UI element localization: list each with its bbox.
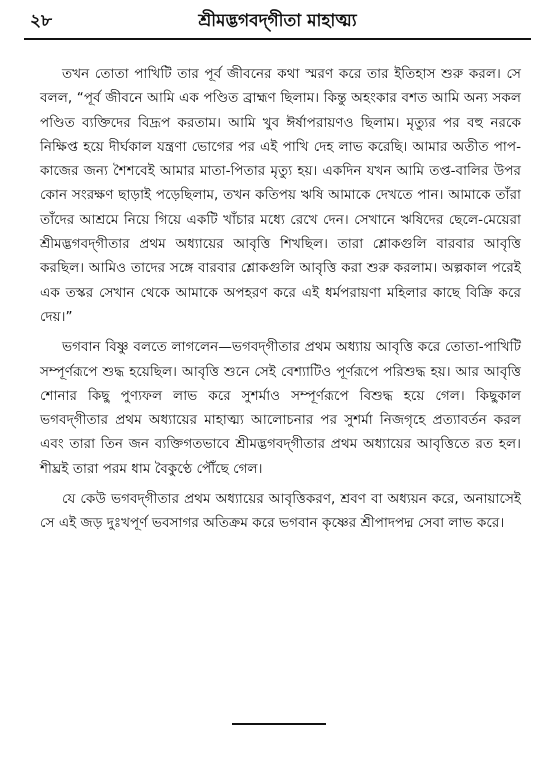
page-number: ২৮ [30, 11, 53, 31]
page-header [30, 8, 525, 34]
body-text [40, 62, 521, 536]
paragraph-parrot-story: তখন তোতা পাখিটি তার পূর্ব জীবনের কথা স্মরণ করে তার ইতিহাস শুরু করল। সে বলল, “পূর্ব জীবনে আমি এক পণ্ডিত ব্রাহ্মণ ছিলাম। কিন্তু অহংকার বশত আমি অন্য সকল পণ্ডিত ব্যক্তিদের বিদ্রূপ করতাম। আমি খুব ঈর্ষাপরায়ণও ছিলাম। মৃত্যুর পর বহু নরকে নিক্ষিপ্ত হয়ে দীর্ঘকাল যন্ত্রণা ভোগের পর এই পাখি দেহ লাভ করেছি। আমার অতীত পাপ-কাজের জন্য শৈশবেই আমার মাতা-পিতার মৃত্যু হয়। একদিন যখন আমি তপ্ত-বালির উপর কোন সংরক্ষণ ছাড়াই পড়েছিলাম, তখন কতিপয় ঋষি আমাকে দেখতে পান। আমাকে তাঁরা তাঁদের আশ্রমে নিয়ে গিয়ে একটি খাঁচার মধ্যে রেখে দেন। সেখানে ঋষিদের ছেলে-মেয়েরা শ্রীমদ্ভগবদ্‌গীতার প্রথম অধ্যায়ের আবৃত্তি শিখছিল। তারা শ্লোকগুলি বারবার আবৃত্তি করছিল। আমিও তাদের সঙ্গে বারবার শ্লোকগুলি আবৃত্তি করা শুরু করলাম। অল্পকাল পরেই এক তস্কর সেখান থেকে আমাকে অপহরণ করে এই ধর্মপরায়ণা মহিলার কাছে বিক্রি করে দেয়।” [40, 66, 522, 325]
header-divider [24, 38, 531, 40]
running-title: শ্রীমদ্ভগবদ্‌গীতা মাহাত্ম্য [198, 11, 357, 31]
paragraph-vishnu-speaks: ভগবান বিষ্ণু বলতে লাগলেন—ভগবদ্‌গীতার প্রথম অধ্যায় আবৃত্তি করে তোতা-পাখিটি সম্পূর্ণরূপে শুদ্ধ হয়েছিল। আবৃত্তি শুনে সেই বেশ্যাটিও পূর্ণরূপে পরিশুদ্ধ হয়। আর আবৃত্তি শোনার কিছু পুণ্যফল লাভ করে সুশর্মাও সম্পূর্ণরূপে বিশুদ্ধ হয়ে গেল। কিছুকাল ভগবদ্‌গীতার প্রথম অধ্যায়ের মাহাত্ম্য আলোচনার পর সুশর্মা নিজগৃহে প্রত্যাবর্তন করল এবং তারা তিন জন ব্যক্তিগতভাবে শ্রীমদ্ভগবদ্‌গীতার প্রথম অধ্যায়ের আবৃত্তিতে রত হল। শীঘ্রই তারা পরম ধাম বৈকুণ্ঠে পৌঁছে গেল। [40, 339, 521, 477]
closing-divider [232, 723, 326, 725]
paragraph-conclusion: যে কেউ ভগবদ্‌গীতার প্রথম অধ্যায়ের আবৃত্তিকরণ, শ্রবণ বা অধ্যয়ন করে, অনায়াসেই সে এই জড় দুঃখপূর্ণ ভবসাগর অতিক্রম করে ভগবান কৃষ্ণের শ্রীপাদপদ্ম সেবা লাভ করে। [40, 491, 521, 532]
